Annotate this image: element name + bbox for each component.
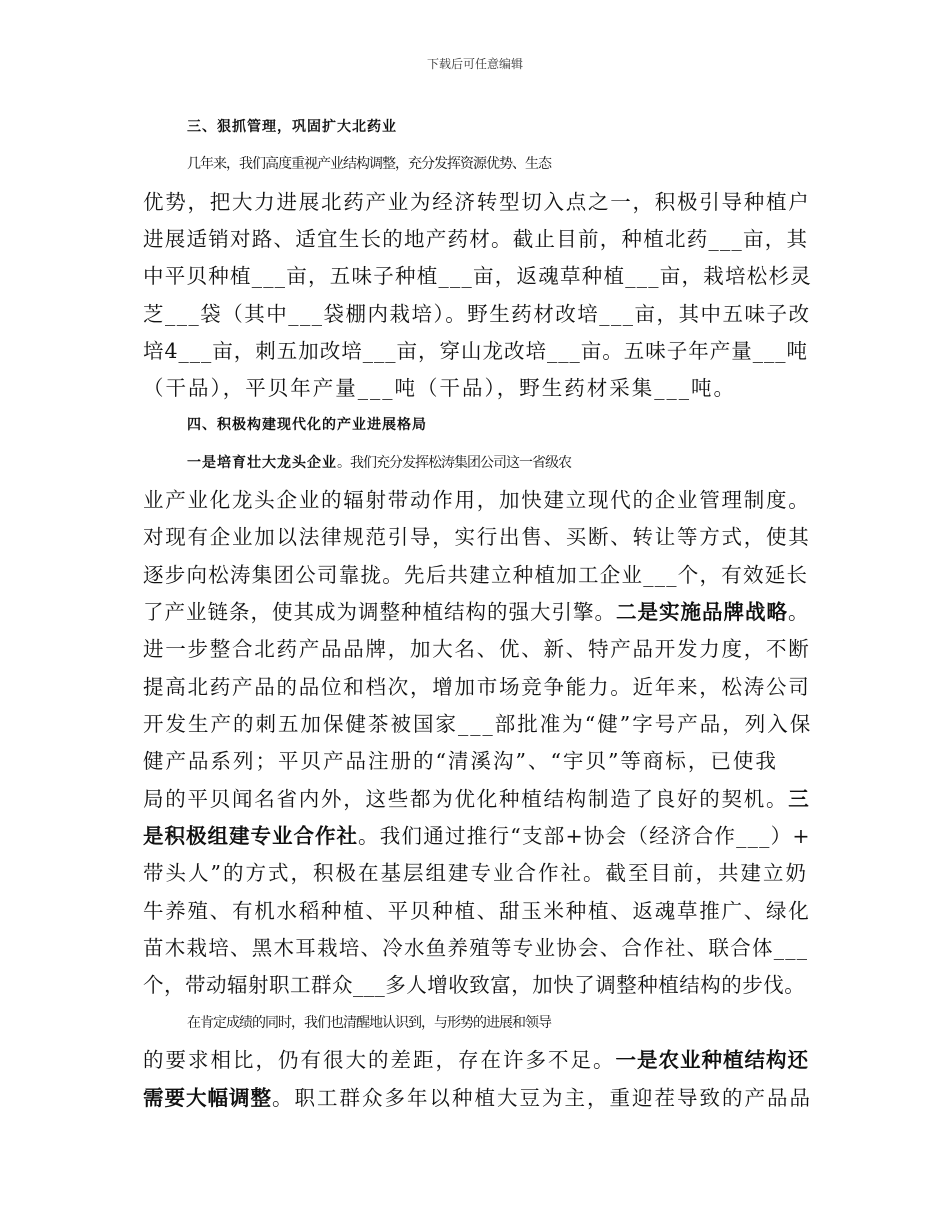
text-line xyxy=(187,1004,857,1042)
text-segment: 局的平贝闻名省内外，这些都为优化种植结构制造了良好的契机。 xyxy=(143,787,789,811)
text-line xyxy=(187,108,857,146)
text-segment: 个，带动辐射职工群众___多人增收致富，加快了调整种植结构的步伐。 xyxy=(143,973,806,997)
text-segment: 。 xyxy=(788,600,810,624)
text-segment: 对现有企业加以法律规范引导，实行出售、买断、转让等方式，使其 xyxy=(143,525,811,549)
bold-text: 二是实施品牌战略 xyxy=(616,600,788,624)
text-line xyxy=(143,257,813,295)
bold-text: 三 xyxy=(788,787,810,811)
text-line xyxy=(143,668,813,706)
text-line xyxy=(187,406,857,444)
text-line xyxy=(143,183,813,221)
text-segment: 健产品系列；平贝产品注册的“清溪沟”、“宇贝”等商标，已使我 xyxy=(143,749,778,773)
text-segment: 。职工群众多年以种植大豆为主，重迎茬导致的产品品 xyxy=(272,1086,812,1110)
text-line xyxy=(143,295,813,333)
text-line xyxy=(143,966,813,1004)
text-segment: 进一步整合北药产品品牌，加大名、优、新、特产品开发力度，不断 xyxy=(143,637,811,661)
text-segment: 进展适销对路、适宜生长的地产药材。截止目前，种植北药___亩，其 xyxy=(143,227,809,251)
text-segment: 带头人”的方式，积极在基层组建专业合作社。截至目前，共建立奶 xyxy=(143,861,808,885)
text-segment: 在肯定成绩的同时，我们也清醒地认识到，与形势的进展和领导 xyxy=(187,1015,551,1031)
text-line xyxy=(143,593,813,631)
text-segment: 逐步向松涛集团公司靠拢。先后共建立种植加工企业___个，有效延长 xyxy=(143,563,809,587)
bold-text: 一是培育壮大龙头企业 xyxy=(187,455,337,471)
text-line xyxy=(143,705,813,743)
text-segment: 苗木栽培、黑木耳栽培、冷水鱼养殖等专业协会、合作社、联合体___ xyxy=(143,936,809,960)
text-segment: 的要求相比，仍有很大的差距，存在许多不足。 xyxy=(143,1048,616,1072)
text-line xyxy=(143,817,813,855)
text-segment: 提高北药产品的品位和档次，增加市场竞争能力。近年来，松涛公司 xyxy=(143,675,811,699)
text-line xyxy=(187,145,857,183)
text-line xyxy=(143,369,813,407)
bold-text: 一是农业种植结构还 xyxy=(615,1048,809,1072)
text-segment: 业产业化龙头企业的辐射带动作用，加快建立现代的企业管理制度。 xyxy=(143,488,811,512)
text-line xyxy=(143,481,813,519)
page-header: 下载后可任意编辑 xyxy=(426,57,523,71)
text-segment: 芝___袋（其中___袋棚内栽培）。野生药材改培___亩，其中五味子改 xyxy=(143,302,811,326)
text-segment: 了产业链条，使其成为调整种植结构的强大引擎。 xyxy=(143,600,616,624)
text-line xyxy=(143,332,813,370)
text-line xyxy=(143,556,813,594)
text-line xyxy=(187,444,857,482)
text-segment: （干品），平贝年产量___吨（干品），野生药材采集___吨。 xyxy=(143,376,736,400)
bold-text: 四、积极构建现代化的产业进展格局 xyxy=(187,417,427,433)
text-line xyxy=(143,630,813,668)
text-line xyxy=(143,1041,813,1079)
text-segment: 几年来，我们高度重视产业结构调整，充分发挥资源优势、生态 xyxy=(187,156,551,172)
text-line xyxy=(143,518,813,556)
text-segment: 优势，把大力进展北药产业为经济转型切入点之一，积极引导种植户 xyxy=(143,190,811,214)
text-segment: 培4___亩，刺五加改培___亩，穿山龙改培___亩。五味子年产量___吨 xyxy=(143,339,809,363)
text-segment: 中平贝种植___亩，五味子种植___亩，返魂草种植___亩，栽培松杉灵 xyxy=(143,264,812,288)
text-segment: 开发生产的刺五加保健茶被国家___部批准为“健”字号产品，列入保 xyxy=(143,712,813,736)
text-line xyxy=(143,780,813,818)
text-line xyxy=(143,742,813,780)
bold-text: 需要大幅调整 xyxy=(143,1086,272,1110)
text-line xyxy=(143,892,813,930)
text-segment: 。我们通过推行“支部+协会（经济合作___）+ xyxy=(358,824,811,848)
text-line xyxy=(143,929,813,967)
text-line xyxy=(143,854,813,892)
bold-text: 三、狠抓管理，巩固扩大北药业 xyxy=(187,119,397,135)
text-line xyxy=(143,220,813,258)
bold-text: 是积极组建专业合作社 xyxy=(143,824,358,848)
text-segment: 。我们充分发挥松涛集团公司这一省级农 xyxy=(337,455,571,471)
text-segment: 牛养殖、有机水稻种植、平贝种植、甜玉米种植、返魂草推广、绿化 xyxy=(143,899,811,923)
text-line xyxy=(143,1079,813,1117)
